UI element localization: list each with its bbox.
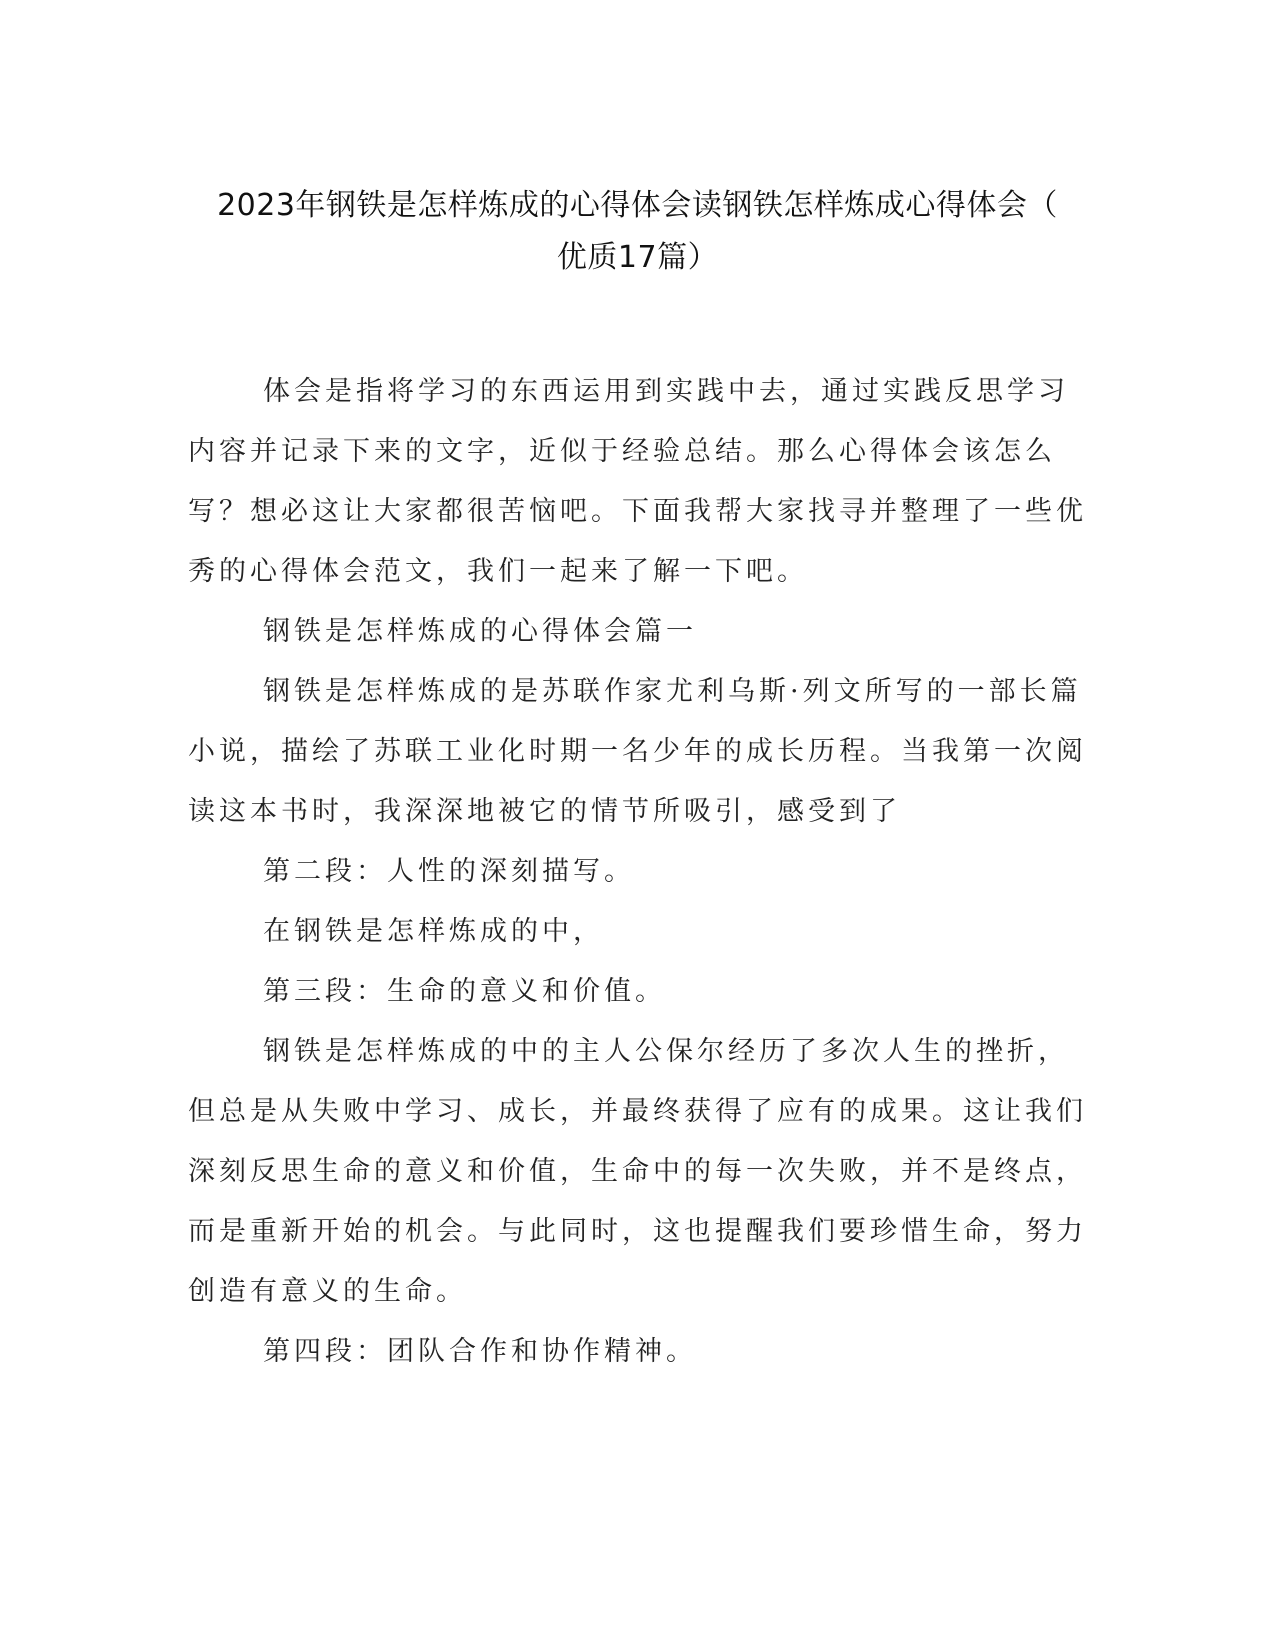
paragraph-book-intro: 钢铁是怎样炼成的是苏联作家尤利乌斯·列文所写的一部长篇小说，描绘了苏联工业化时期一名少年的成长历程。当我第一次阅读这本书时，我深深地被它的情节所吸引，感受到了 [188, 676, 1087, 827]
title-line-2: 优质17篇） [556, 240, 719, 275]
title-line-1: 2023年钢铁是怎样炼成的心得体会读钢铁怎样炼成心得体会（ [217, 188, 1058, 223]
section-heading-1: 钢铁是怎样炼成的心得体会篇一 [263, 616, 697, 647]
section-heading-4: 第四段：团队合作和协作精神。 [263, 1336, 697, 1367]
document-title [140, 180, 1135, 284]
intro-paragraph: 体会是指将学习的东西运用到实践中去，通过实践反思学习内容并记录下来的文字，近似于经验总结。那么心得体会该怎么写？想必这让大家都很苦恼吧。下面我帮大家找寻并整理了一些优秀的心得体会范文，我们一起来了解一下吧。 [188, 376, 1087, 587]
paragraph-life-meaning: 钢铁是怎样炼成的中的主人公保尔经历了多次人生的挫折，但总是从失败中学习、成长，并最终获得了应有的成果。这让我们深刻反思生命的意义和价值，生命中的每一次失败，并不是终点，而是重新开始的机会。与此同时，这也提醒我们要珍惜生命，努力创造有意义的生命。 [188, 1036, 1087, 1307]
section-heading-3: 第三段：生命的意义和价值。 [263, 976, 666, 1007]
paragraph-short: 在钢铁是怎样炼成的中， [263, 916, 604, 947]
section-heading-2: 第二段：人性的深刻描写。 [263, 856, 635, 887]
document-body [188, 362, 1088, 1382]
